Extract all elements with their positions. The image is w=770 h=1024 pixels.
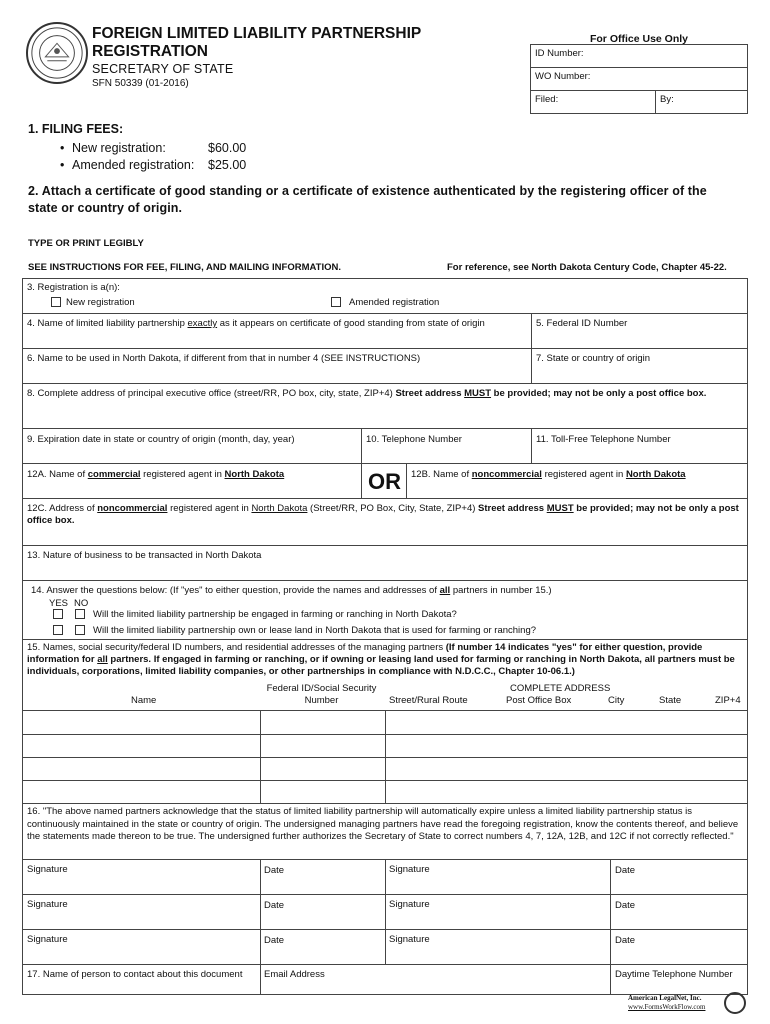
date-field[interactable]: Date <box>264 935 285 946</box>
field-15-partners-instructions: 15. Names, social security/federal ID numbers, and residential addresses of the managing partners (If number 14 indicates "yes" for either question, provide information for all partners. If engaged in farming or ranching, or if owning or leasing land used for farming or ranching in North Dakota, all partners must be individuals, corporations, limited liability companies, or other partnerships in compliance with N.D.C.C., Chapter 10-06.1.) <box>27 642 735 677</box>
signature-field[interactable]: Signature <box>389 864 430 875</box>
wo-number-field[interactable]: WO Number: <box>531 68 748 91</box>
q2-yes-checkbox[interactable] <box>53 625 63 635</box>
new-registration-checkbox[interactable] <box>51 297 61 307</box>
yes-column-label: YES <box>49 598 69 609</box>
q1-yes-checkbox[interactable] <box>53 609 63 619</box>
no-column-label: NO <box>74 598 89 609</box>
by-field[interactable]: By: <box>656 91 748 114</box>
field-3-label: 3. Registration is a(n): <box>27 282 120 293</box>
reference-note: For reference, see North Dakota Century Code, Chapter 45-22. <box>447 262 727 273</box>
field-9-expiration-date[interactable]: 9. Expiration date in state or country of origin (month, day, year) <box>27 434 295 445</box>
col-name-header: Name <box>131 695 157 706</box>
type-print-legibly: TYPE OR PRINT LEGIBLY <box>28 238 144 249</box>
q1-no-checkbox[interactable] <box>75 609 85 619</box>
state-seal-icon <box>26 22 88 84</box>
new-registration-label: New registration <box>66 297 135 308</box>
field-12c-agent-address[interactable]: 12C. Address of noncommercial registered agent in North Dakota (Street/RR, PO Box, City, State, ZIP+4) Street address MUST be provided; may not be only a post office box. <box>27 503 739 526</box>
q2-no-checkbox[interactable] <box>75 625 85 635</box>
amended-registration-checkbox[interactable] <box>331 297 341 307</box>
field-16-acknowledgement: 16. "The above named partners acknowledge that the status of limited liability partnership will automatically expire unless a limited liability partnership status is continuously maintained in the state or country of origin. The undersigned managing partners have read the foregoing registration, know the contents thereof, and believe the statements made thereon to be true. The undersigned further authorizes the Secretary of State to correct numbers 4, 7, 12A, 12B, and 12C if not correctly reflected." <box>27 806 739 842</box>
field-12b-noncommercial-agent[interactable]: 12B. Name of noncommercial registered agent in North Dakota <box>411 469 686 480</box>
field-6-nd-name[interactable]: 6. Name to be used in North Dakota, if different from that in number 4 (SEE INSTRUCTIONS) <box>27 353 421 364</box>
partner-row[interactable] <box>22 711 260 733</box>
field-8-principal-address[interactable]: 8. Complete address of principal executive office (street/RR, PO box, city, state, ZIP+4) Street address MUST be provided; may not be only a post office box. <box>27 388 707 399</box>
see-instructions: SEE INSTRUCTIONS FOR FEE, FILING, AND MAILING INFORMATION. <box>28 262 341 273</box>
col-complete-address-header: COMPLETE ADDRESS <box>510 683 611 694</box>
company-logo-icon <box>724 992 746 1014</box>
date-field[interactable]: Date <box>615 900 636 911</box>
date-field[interactable]: Date <box>264 865 285 876</box>
date-field[interactable]: Date <box>615 935 636 946</box>
or-separator: OR <box>368 469 401 494</box>
footer-url[interactable]: www.FormsWorkFlow.com <box>628 1003 706 1011</box>
field-17-daytime-phone[interactable]: Daytime Telephone Number <box>615 969 733 980</box>
signature-field[interactable]: Signature <box>27 899 68 910</box>
department-name: SECRETARY OF STATE <box>92 62 234 76</box>
partner-row[interactable] <box>22 781 260 803</box>
certificate-instruction: 2. Attach a certificate of good standing or a certificate of existence authenticated by the registering officer of the state or country of origin. <box>28 184 707 215</box>
field-17-contact-name[interactable]: 17. Name of person to contact about this document <box>27 969 243 980</box>
col-pob-header: Post Office Box <box>506 695 572 706</box>
date-field[interactable]: Date <box>264 900 285 911</box>
signature-field[interactable]: Signature <box>389 934 430 945</box>
field-12a-commercial-agent[interactable]: 12A. Name of commercial registered agent in North Dakota <box>27 469 285 480</box>
filing-fees-heading: 1. FILING FEES: <box>28 122 124 136</box>
amended-registration-label: Amended registration <box>349 297 440 308</box>
date-field[interactable]: Date <box>615 865 636 876</box>
office-use-heading: For Office Use Only <box>589 33 689 45</box>
form-title: FOREIGN LIMITED LIABILITY PARTNERSHIP REGISTRATION <box>92 25 422 60</box>
col-state-header: State <box>659 695 682 706</box>
footer-branding: American LegalNet, Inc. www.FormsWorkFlow.com <box>628 994 706 1011</box>
fee-amended: • Amended registration: $25.00 <box>60 158 247 172</box>
signature-field[interactable]: Signature <box>389 899 430 910</box>
field-5-federal-id[interactable]: 5. Federal ID Number <box>536 318 628 329</box>
col-zip-header: ZIP+4 <box>715 695 741 706</box>
col-street-header: Street/Rural Route <box>389 695 468 706</box>
id-number-field[interactable]: ID Number: <box>531 45 748 68</box>
col-federal-id-header: Federal ID/Social Security Number <box>266 683 377 706</box>
signature-field[interactable]: Signature <box>27 934 68 945</box>
q2-land-question: Will the limited liability partnership own or lease land in North Dakota that is used for farming or ranching? <box>93 625 537 636</box>
signature-field[interactable]: Signature <box>27 864 68 875</box>
q1-farming-question: Will the limited liability partnership be engaged in farming or ranching in North Dakota? <box>93 609 457 620</box>
partner-row[interactable] <box>22 758 260 780</box>
field-7-state-origin[interactable]: 7. State or country of origin <box>536 353 651 364</box>
field-10-telephone[interactable]: 10. Telephone Number <box>366 434 462 445</box>
field-4-llp-name[interactable]: 4. Name of limited liability partnership exactly as it appears on certificate of good standing from state of origin <box>27 318 485 329</box>
form-number: SFN 50339 (01-2016) <box>92 78 189 89</box>
office-use-table <box>530 44 748 114</box>
field-14-question-label: 14. Answer the questions below: (If "yes" to either question, provide the names and addresses of all partners in number 15.) <box>31 585 552 596</box>
field-17-email[interactable]: Email Address <box>264 969 325 980</box>
col-city-header: City <box>608 695 625 706</box>
fee-new: • New registration: $60.00 <box>60 141 247 155</box>
field-11-toll-free[interactable]: 11. Toll-Free Telephone Number <box>536 434 671 445</box>
field-13-nature-of-business[interactable]: 13. Nature of business to be transacted in North Dakota <box>27 550 262 561</box>
partner-row[interactable] <box>22 735 260 757</box>
filed-field[interactable]: Filed: <box>531 91 656 114</box>
